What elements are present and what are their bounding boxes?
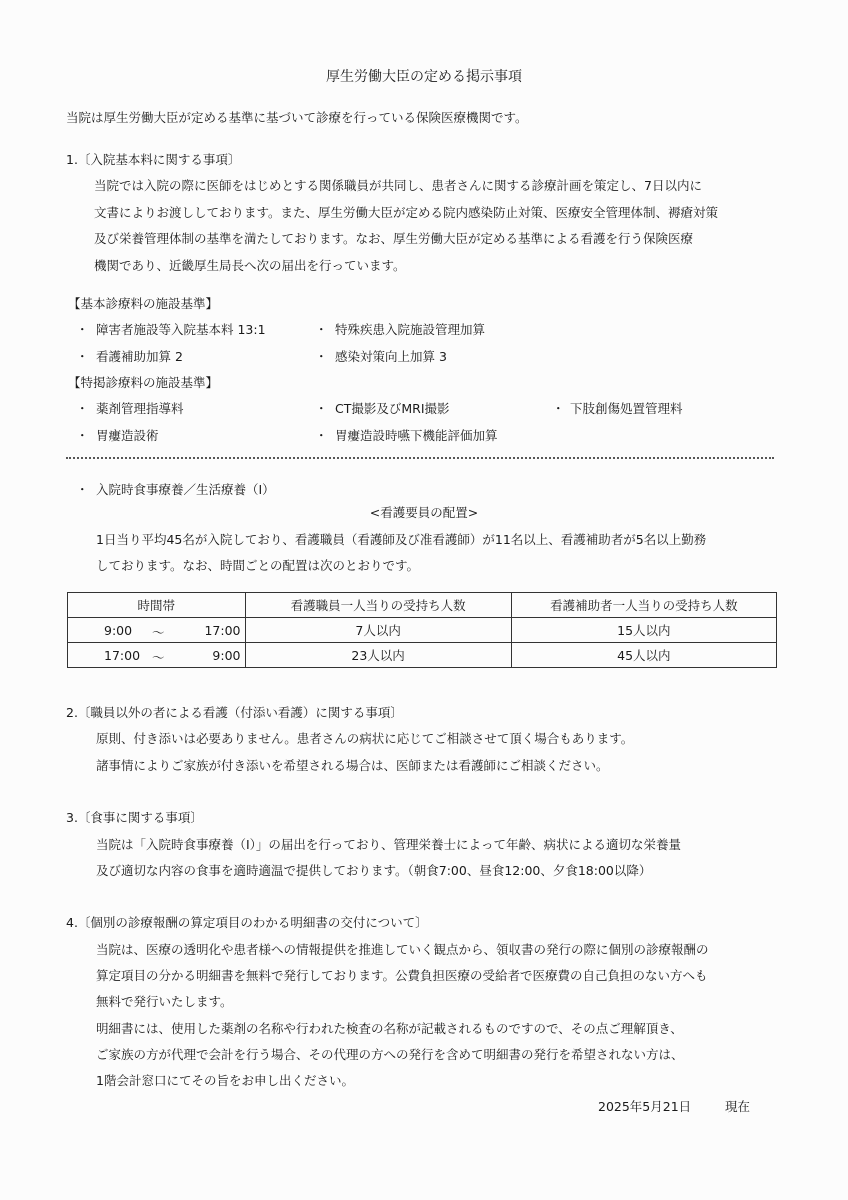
special-item: CT撮影及びMRI撮影 [335, 401, 450, 416]
bullet: ・ [76, 322, 89, 337]
intro-text: 当院は厚生労働大臣が定める基準に基づいて診療を行っている保険医療機関です。 [66, 110, 528, 125]
basic-item: 感染対策向上加算 3 [335, 349, 447, 364]
section1-line: 当院では入院の際に医師をはじめとする関係職員が共同し、患者さんに関する診療計画を策定し、7日以内に [94, 178, 702, 193]
time-end: 9:00 [212, 648, 241, 663]
issue-date: 2025年5月21日 [598, 1099, 692, 1114]
section1-line: 文書によりお渡ししております。また、厚生労働大臣が定める院内感染防止対策、医療安全管理体制、褥瘡対策 [94, 205, 719, 220]
table-header: 時間帯 [68, 593, 246, 618]
table-header: 看護補助者一人当りの受持ち人数 [511, 593, 776, 618]
section3-heading: 3.〔食事に関する事項〕 [66, 810, 203, 825]
special-item: 胃瘻造設術 [96, 428, 159, 443]
special-standards-heading: 【特掲診療料の施設基準】 [68, 375, 219, 390]
table-row [68, 618, 777, 643]
special-item: 胃瘻造設時嚥下機能評価加算 [335, 428, 498, 443]
as-of-label: 現在 [725, 1099, 751, 1114]
section2-line: 原則、付き添いは必要ありません。患者さんの病状に応じてご相談させて頂く場合もあります。 [96, 731, 634, 746]
section4-line: 無料で発行いたします。 [96, 994, 233, 1009]
section4-line: 明細書には、使用した薬剤の名称や行われた検査の名称が記載されるものですので、その点ご理解頂き、 [96, 1021, 683, 1036]
staffing-table [67, 592, 777, 668]
time-separator: ～ [152, 650, 165, 665]
bullet: ・ [76, 349, 89, 364]
section4-line: 当院は、医療の透明化や患者様への情報提供を推進していく観点から、領収書の発行の際に個別の診療報酬の [96, 942, 709, 957]
special-item: 下肢創傷処置管理料 [570, 401, 683, 416]
bullet: ・ [315, 349, 328, 364]
section1-line: 機関であり、近畿厚生局長へ次の届出を行っています。 [94, 258, 406, 273]
basic-standards-heading: 【基本診療料の施設基準】 [68, 296, 219, 311]
basic-item: 看護補助加算 2 [96, 349, 183, 364]
bullet: ・ [315, 322, 328, 337]
section4-line: ご家族の方が代理で会計を行う場合、その代理の方への発行を含めて明細書の発行を希望されない方は、 [96, 1047, 684, 1062]
nurse-ratio-cell: 23人以内 [245, 643, 511, 668]
time-end: 17:00 [204, 623, 241, 638]
staffing-line: しております。なお、時間ごとの配置は次のとおりです。 [96, 558, 420, 573]
bullet: ・ [76, 482, 89, 497]
time-start: 9:00 [104, 623, 133, 638]
special-item: 薬剤管理指導料 [96, 401, 184, 416]
bullet: ・ [76, 428, 89, 443]
table-header-row [68, 593, 777, 618]
section4-line: 1階会計窓口にてその旨をお申し出ください。 [96, 1073, 354, 1088]
bullet: ・ [552, 401, 565, 416]
time-range-cell [68, 618, 246, 643]
meal-standard-item: 入院時食事療養／生活療養（Ⅰ） [96, 482, 275, 497]
section1-line: 及び栄養管理体制の基準を満たしております。なお、厚生労働大臣が定める基準による看護を行う保険医療 [94, 231, 694, 246]
section4-heading: 4.〔個別の診療報酬の算定項目のわかる明細書の交付について〕 [66, 915, 428, 930]
section3-line: 当院は「入院時食事療養（Ⅰ）」の届出を行っており、管理栄養士によって年齢、病状による適切な栄養量 [96, 837, 681, 852]
section1-heading: 1.〔入院基本料に関する事項〕 [66, 152, 241, 167]
aide-ratio-cell: 45人以内 [511, 643, 776, 668]
bullet: ・ [315, 428, 328, 443]
time-separator: ～ [152, 625, 165, 640]
bullet: ・ [315, 401, 328, 416]
basic-item: 障害者施設等入院基本料 13:1 [96, 322, 266, 337]
nurse-ratio-cell: 7人以内 [245, 618, 511, 643]
page-title: 厚生労働大臣の定める掲示事項 [326, 69, 522, 85]
time-range-cell [68, 643, 246, 668]
staffing-heading: <看護要員の配置> [369, 505, 479, 520]
section4-line: 算定項目の分かる明細書を無料で発行しております。公費負担医療の受給者で医療費の自己負担のない方へも [96, 968, 708, 983]
time-start: 17:00 [104, 648, 141, 663]
section2-line: 諸事情によりご家族が付き添いを希望される場合は、医師または看護師にご相談ください。 [96, 758, 609, 773]
table-row [68, 643, 777, 668]
dotted-divider [66, 457, 774, 459]
section2-heading: 2.〔職員以外の者による看護（付添い看護）に関する事項〕 [66, 705, 403, 720]
aide-ratio-cell: 15人以内 [511, 618, 776, 643]
section3-line: 及び適切な内容の食事を適時適温で提供しております。（朝食7:00、昼食12:00、夕食18:00以降） [96, 863, 652, 878]
table-header: 看護職員一人当りの受持ち人数 [245, 593, 511, 618]
bullet: ・ [76, 401, 89, 416]
basic-item: 特殊疾患入院施設管理加算 [335, 322, 486, 337]
staffing-line: 1日当り平均45名が入院しており、看護職員（看護師及び准看護師）が11名以上、看護補助者が5名以上勤務 [96, 532, 707, 547]
